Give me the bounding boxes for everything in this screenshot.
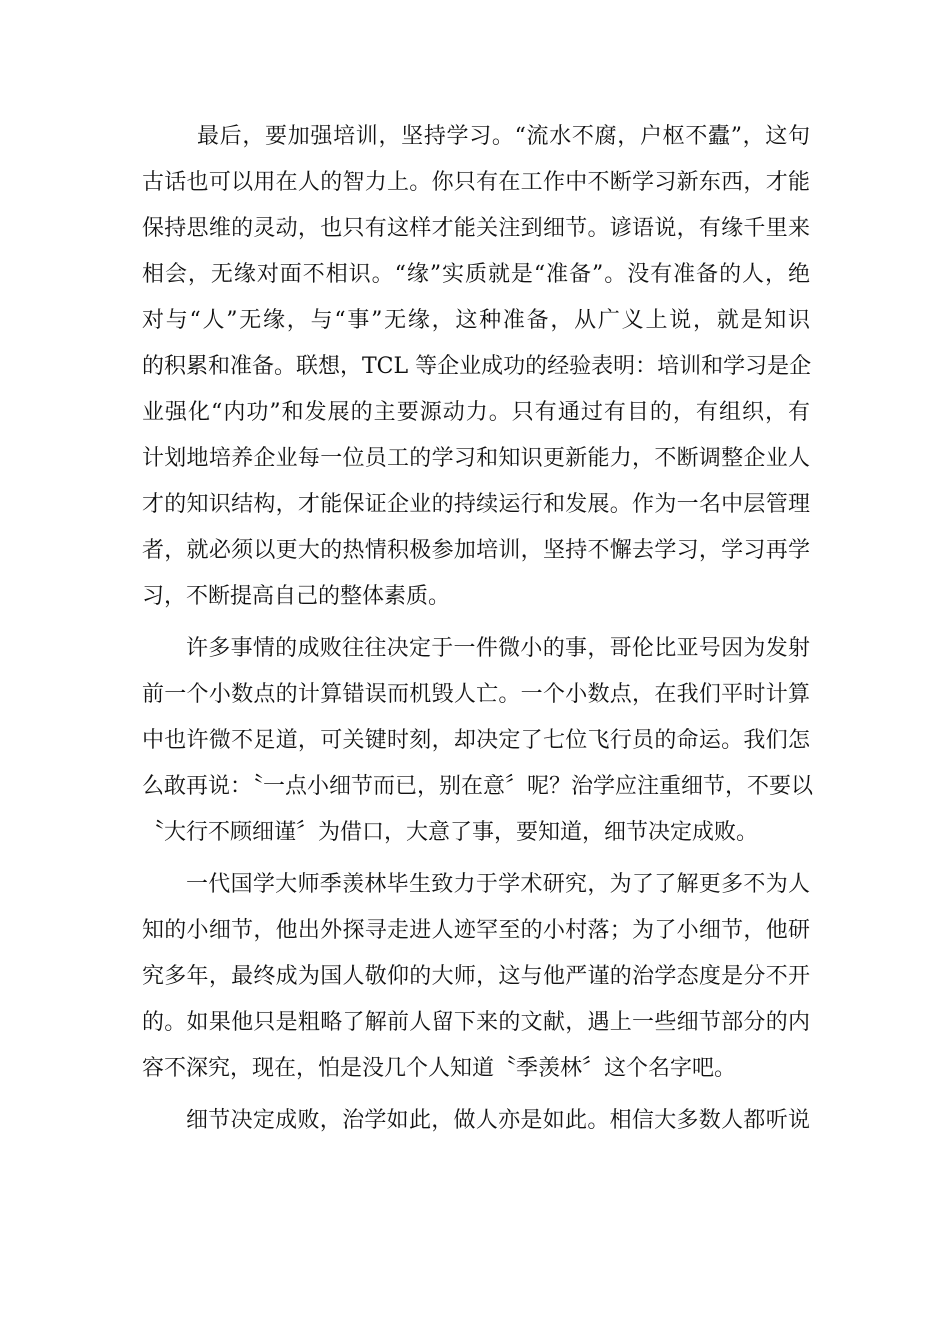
text-line: 对与“人”无缘，与“事”无缘，这种准备，从广义上说，就是知识 [142,308,810,333]
text-line: 的积累和准备。联想，TCL 等企业成功的经验表明：培训和学习是企 [142,354,812,379]
text-line: 业强化“内功”和发展的主要源动力。只有通过有目的，有组织，有 [142,400,810,425]
text-line: 的。如果他只是粗略了解前人留下来的文献，遇上一些细节部分的内 [142,1010,810,1035]
text-line: 容不深究，现在，怕是没几个人知道〝季羡林〞这个名字吧。 [142,1056,737,1081]
text-line: 知的小细节，他出外探寻走进人迹罕至的小村落；为了小细节，他研 [142,918,810,943]
text-line: 中也许微不足道，可关键时刻，却决定了七位飞行员的命运。我们怎 [142,728,810,753]
text-line: 么敢再说：〝一点小细节而已，别在意〞呢？治学应注重细节，不要以 [142,774,814,799]
document-body [142,114,814,1144]
text-line: 一代国学大师季羡林毕生致力于学术研究，为了了解更多不为人 [186,872,810,897]
text-line: 才的知识结构，才能保证企业的持续运行和发展。作为一名中层管理 [142,492,810,517]
text-line: 前一个小数点的计算错误而机毁人亡。一个小数点，在我们平时计算 [142,682,810,707]
paragraph-columbia [142,626,814,856]
text-line: 〝大行不顾细谨〞为借口，大意了事，要知道，细节决定成败。 [142,820,759,845]
text-line: 保持思维的灵动，也只有这样才能关注到细节。谚语说，有缘千里来 [142,216,810,241]
text-line: 者，就必须以更大的热情积极参加培训，坚持不懈去学习，学习再学 [142,538,810,563]
text-line: 古话也可以用在人的智力上。你只有在工作中不断学习新东西，才能 [142,170,810,195]
paragraph-details [142,1098,810,1144]
paragraph-training [142,114,810,620]
text-line: 细节决定成败，治学如此，做人亦是如此。相信大多数人都听说 [186,1108,810,1133]
text-line: 习，不断提高自己的整体素质。 [142,584,451,609]
text-line: 计划地培养企业每一位员工的学习和知识更新能力，不断调整企业人 [142,446,810,471]
text-line: 最后，要加强培训，坚持学习。“流水不腐，户枢不蠹”，这句 [197,124,810,149]
text-line: 究多年，最终成为国人敬仰的大师，这与他严谨的治学态度是分不开 [142,964,810,989]
paragraph-ji-xianlin [142,862,810,1092]
text-line: 许多事情的成败往往决定于一件微小的事，哥伦比亚号因为发射 [186,636,810,661]
text-line: 相会，无缘对面不相识。“缘”实质就是“准备”。没有准备的人，绝 [142,262,810,287]
